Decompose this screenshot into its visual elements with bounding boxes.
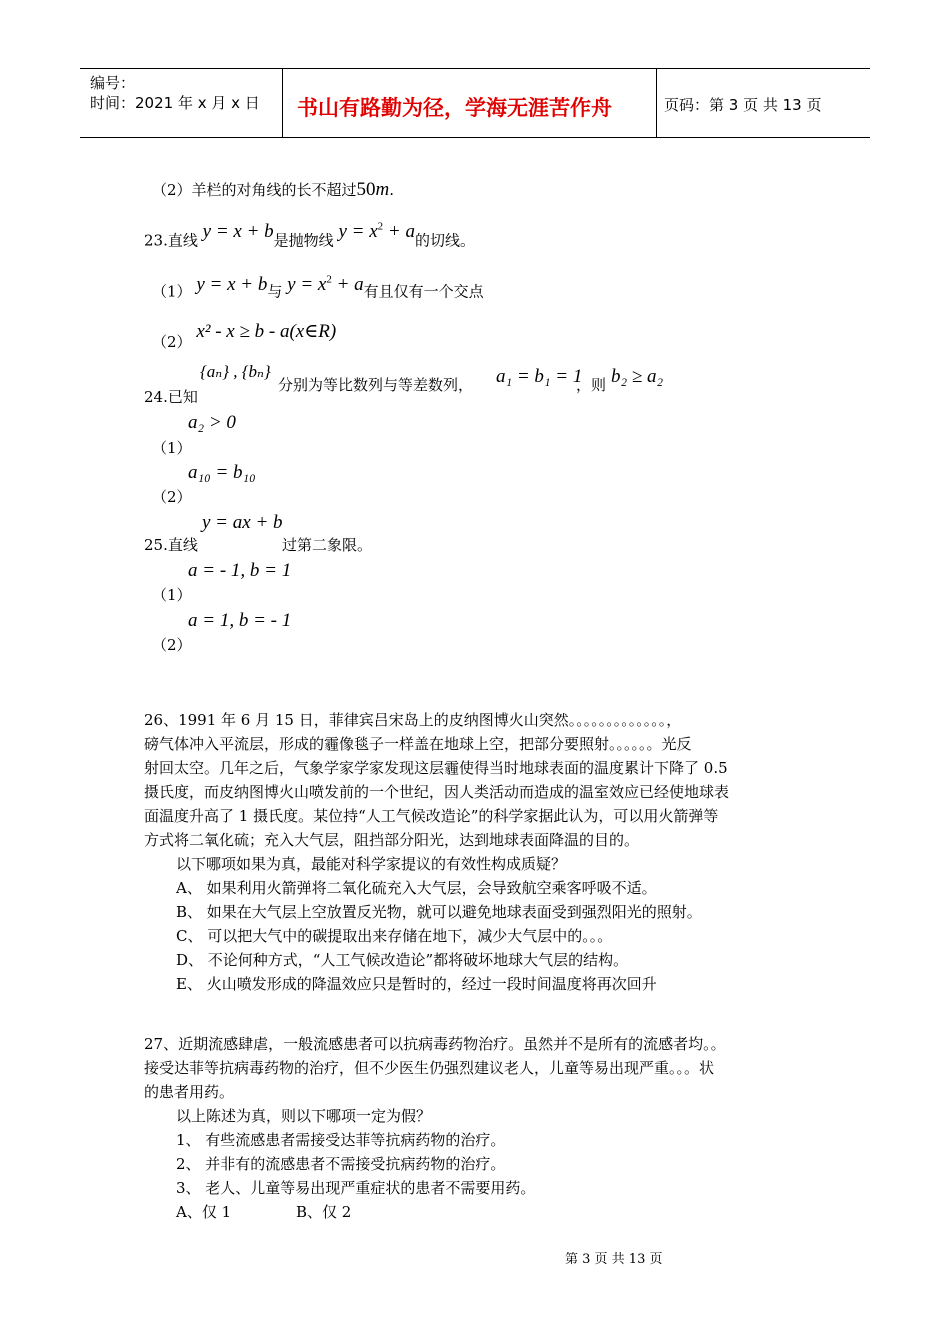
q27-block: [144, 1032, 820, 1224]
q27-answers: [144, 1200, 820, 1224]
q24-text: 分别为等比数列与等差数列，: [278, 376, 474, 394]
q27-answer-b: B、仅 2: [296, 1203, 352, 1221]
q23-number: 23.直线: [144, 231, 198, 250]
q27-statement-2: 2、 并非有的流感患者不需接受抗病药物的治疗。: [176, 1155, 506, 1173]
q24-conclusion: b₂ ≥ a₂: [611, 366, 664, 387]
q23-item-1-number: （1）: [152, 282, 192, 301]
header-page-number: 页码：第 3 页 共 13 页: [664, 96, 822, 114]
q23-parabola-right: + a: [383, 221, 415, 243]
q25-item-1-expr: a = - 1, b = 1: [188, 560, 292, 581]
q22-item-2-unit: m: [375, 179, 390, 200]
q25-item-2-number: （2）: [152, 636, 192, 654]
q23-end: 的切线。: [414, 231, 475, 250]
q24-condition: a₁ = b₁ = 1: [496, 366, 583, 387]
q27-statement-3: 3、 老人、儿童等易出现严重症状的患者不需要用药。: [176, 1179, 536, 1197]
q26-option-c: C、 可以把大气中的碳提取出来存储在地下，减少大气层中的。。。: [176, 927, 613, 945]
q26-option-d: D、 不论何种方式，“人工气候改造论”都将破坏地球大气层的结构。: [176, 951, 629, 969]
q24-then: ，则: [576, 376, 607, 394]
q25-expr: y = ax + b: [202, 512, 283, 533]
q22-item-2: [152, 179, 394, 201]
header-divider: [282, 69, 283, 137]
document-date: 时间：2021 年 x 月 x 日: [90, 94, 260, 112]
q26-line: 射回太空。几年之后，气象学家学家发现这层霾使得当时地球表面的温度累计下降了 0.5: [144, 759, 728, 777]
q24-number: 24.已知: [144, 388, 198, 406]
q26-line: 磅气体冲入平流层，形成的霾像毯子一样盖在地球上空，把部分要照射。。。。。。光反: [144, 735, 692, 753]
q23-item-1-expr-b: $y = x^2 + a$: [287, 274, 364, 296]
q26-line: 面温度升高了 1 摄氏度。某位持“人工气候改造论”的科学家据此认为，可以用火箭弹等: [144, 807, 719, 825]
header-divider: [656, 69, 657, 137]
q26-block: [144, 708, 820, 996]
q24-item-1-expr: a₂ > 0: [188, 412, 236, 433]
q23-item-1: [152, 274, 484, 302]
q27-line: 接受达菲等抗病毒药物的治疗，但不少医生仍强烈建议老人，儿童等易出现严重。。。状: [144, 1059, 715, 1077]
q27-answer-a: A、仅 1: [176, 1203, 232, 1221]
q26-line: 26、1991 年 6 月 15 日，菲律宾吕宋岛上的皮纳图博火山突然。。。。。。。。。。。。。，: [144, 711, 682, 729]
q27-line: 的患者用药。: [144, 1083, 235, 1101]
q27-question: 以上陈述为真，则以下哪项一定为假？: [176, 1107, 432, 1125]
q23-item-1-end: 有且仅有一个交点: [363, 282, 484, 301]
q22-item-2-text: （2）羊栏的对角线的长不超过: [152, 181, 357, 199]
q25-item-1-number: （1）: [152, 586, 192, 604]
q23-line-expr: y = x + b: [202, 221, 274, 243]
q26-question: 以下哪项如果为真，最能对科学家提议的有效性构成质疑？: [176, 855, 567, 873]
q26-line: 摄氏度，而皮纳图博火山喷发前的一个世纪，因人类活动而造成的温室效应已经使地球表: [144, 783, 730, 801]
header-motto: 书山有路勤为径，学海无涯苦作舟: [297, 96, 612, 120]
q27-statement-1: 1、 有些流感患者需接受达菲等抗病药物的治疗。: [176, 1131, 506, 1149]
q26-option-a: A、 如果利用火箭弹将二氧化硫充入大气层，会导致航空乘客呼吸不适。: [176, 879, 657, 897]
q23-mid: 是抛物线: [273, 231, 334, 250]
q24-item-1-number: （1）: [152, 439, 192, 457]
q24-sequences: {aₙ} , {bₙ}: [200, 362, 271, 381]
q24-item-2-number: （2）: [152, 488, 192, 506]
q22-item-2-end: .: [389, 181, 395, 199]
q23-item-1-expr-b-left: y = x: [287, 274, 327, 296]
q26-line: 方式将二氧化硫；充入大气层，阻挡部分阳光，达到地球表面降温的目的。: [144, 831, 640, 849]
page-footer: 第 3 页 共 13 页: [565, 1252, 663, 1267]
q24-item-2-expr: a₁₀ = b₁₀: [188, 462, 256, 483]
q27-line: 27、近期流感肆虐，一般流感患者可以抗病毒药物治疗。虽然并不是所有的流感者均。。: [144, 1035, 726, 1053]
q22-item-2-number: 50: [356, 179, 376, 200]
q23-item-2-expr: x² - x ≥ b - a(x∈R): [196, 321, 337, 342]
q25-end: 过第二象限。: [282, 536, 373, 554]
q23-item-2-number: （2）: [152, 333, 192, 351]
q25-number: 25.直线: [144, 536, 198, 554]
document-number: 编号：: [90, 74, 136, 92]
q23-item-1-expr-a: y = x + b: [196, 274, 268, 296]
q25-item-2-expr: a = 1, b = - 1: [188, 610, 292, 631]
q23-item-1-with: 与: [267, 282, 283, 301]
q23-parabola-left: y = x: [338, 221, 378, 243]
q26-option-e: E、 火山喷发形成的降温效应只是暂时的，经过一段时间温度将再次回升: [176, 975, 657, 993]
q23-parabola-expr: $y = x^2 + a$: [338, 221, 415, 243]
q26-option-b: B、 如果在大气层上空放置反光物，就可以避免地球表面受到强烈阳光的照射。: [176, 903, 702, 921]
q23-item-2: [152, 321, 337, 353]
q23-stem: [144, 221, 475, 251]
q23-item-1-expr-b-right: + a: [331, 274, 364, 296]
